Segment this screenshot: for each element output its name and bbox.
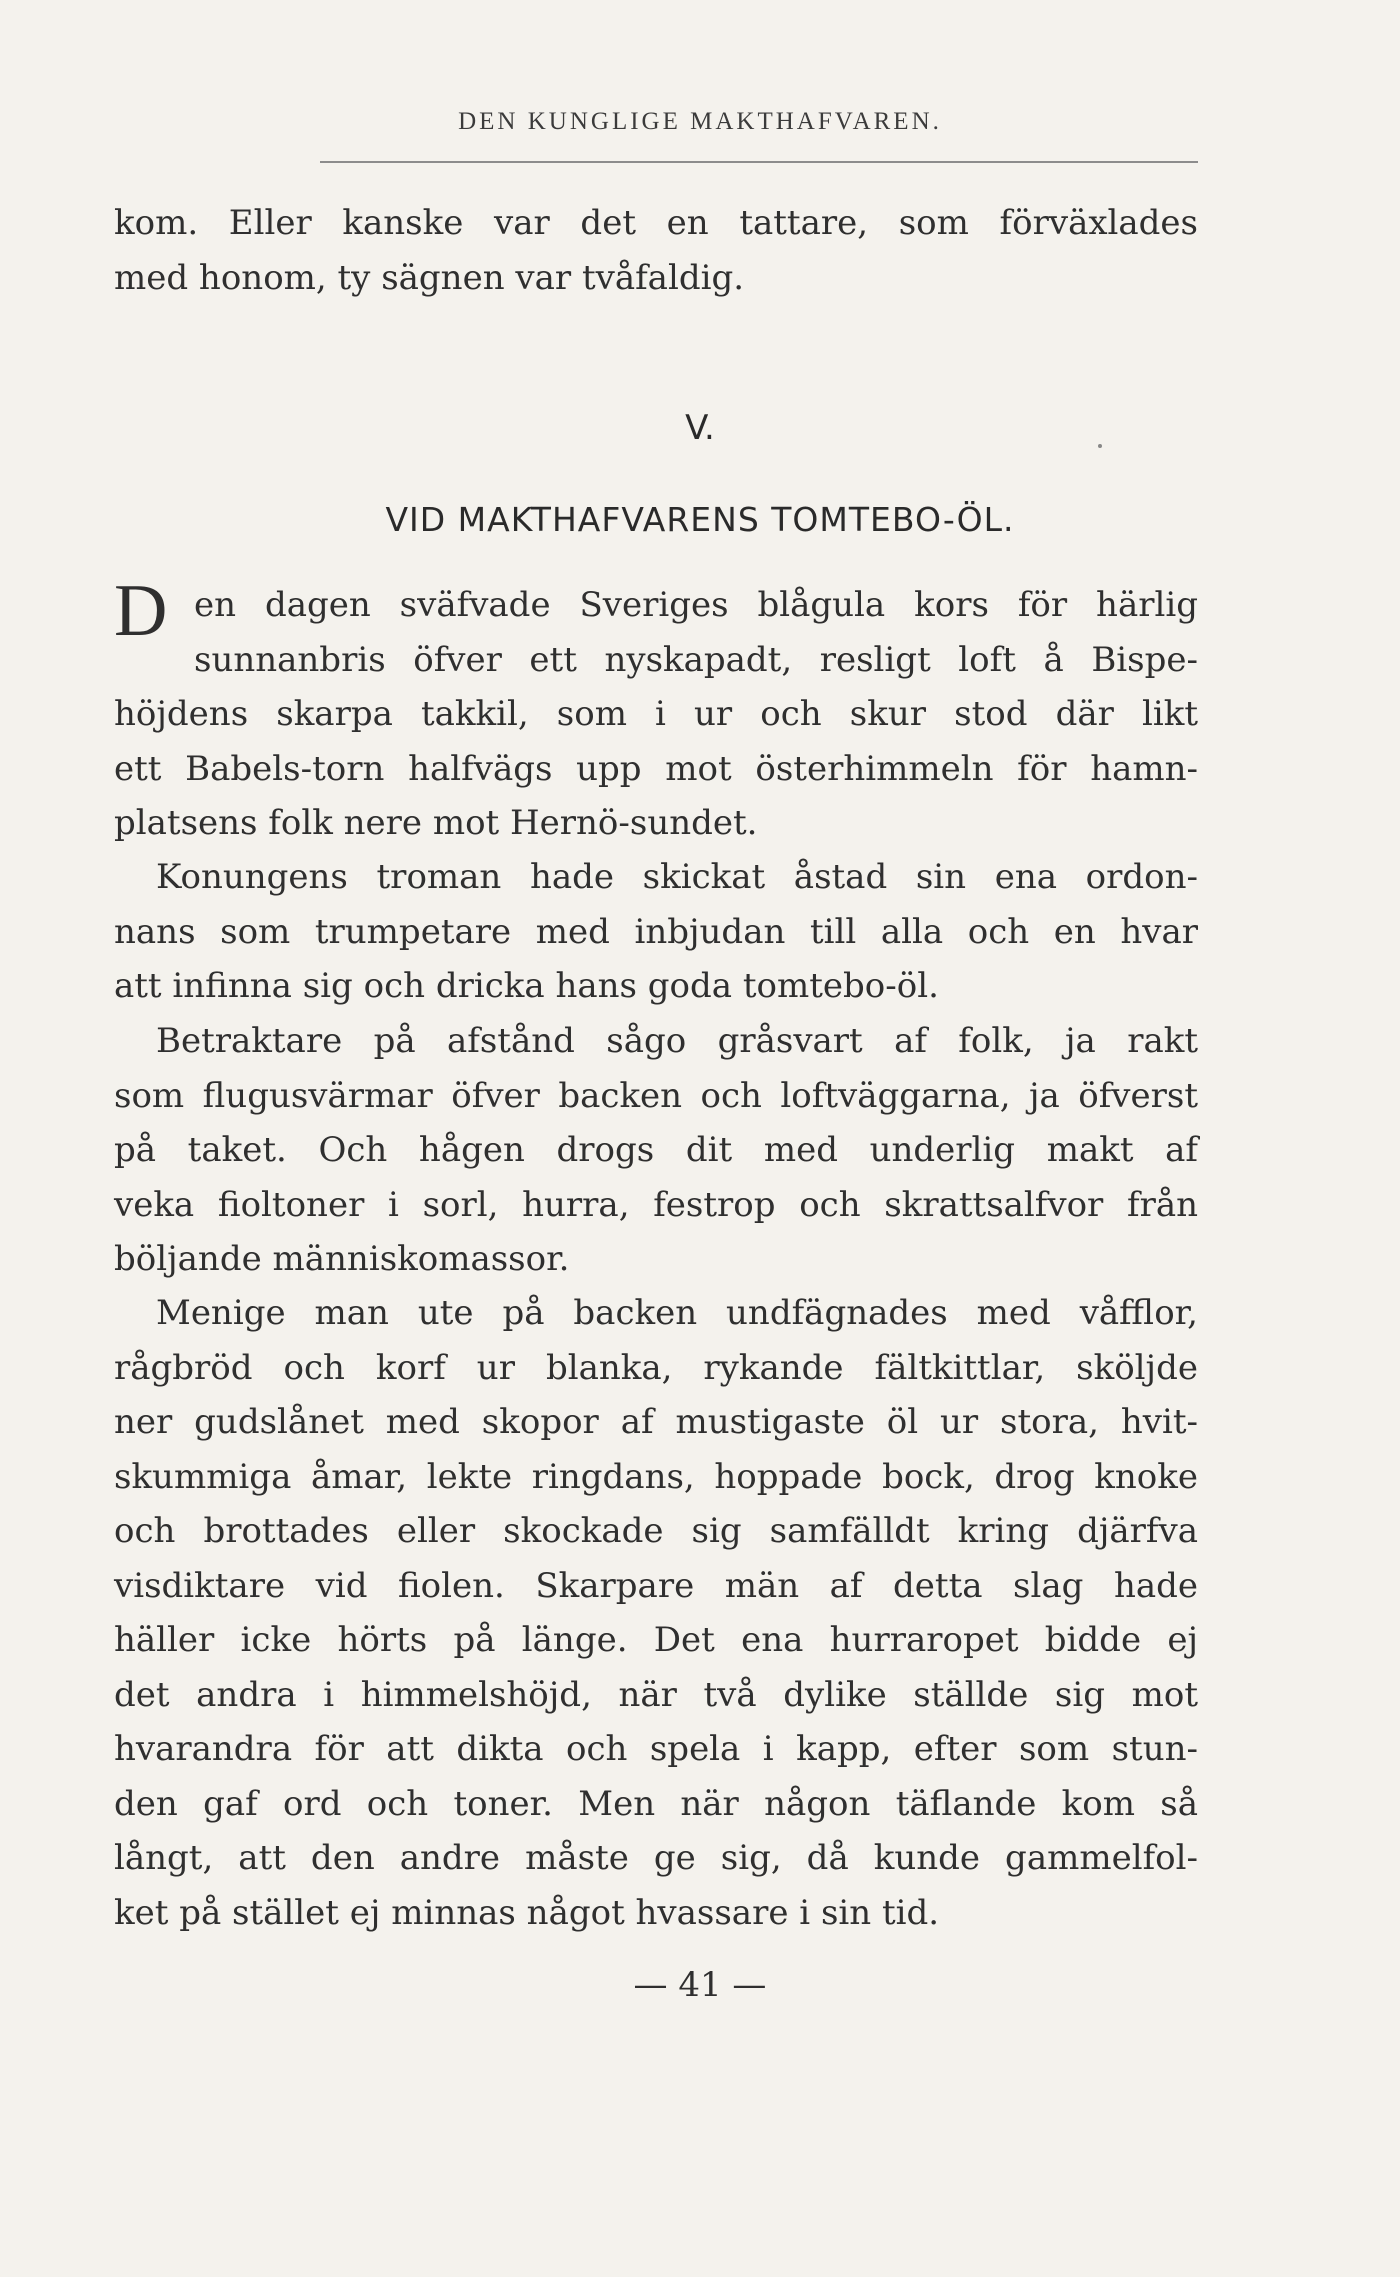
text-line: nans som trumpetare med inbjudan till alla och en hvar: [114, 911, 1198, 952]
text-line: Menige man ute på backen undfägnades med våfflor,: [156, 1293, 1198, 1333]
paragraph-2: [114, 1014, 1198, 1287]
text-line: skummiga åmar, lekte ringdans, hoppade bock, drog knoke: [114, 1456, 1198, 1497]
text-line: ett Babels-torn halfvägs upp mot österhimmeln för hamn-: [114, 748, 1198, 789]
text-line: med honom, ty sägnen var tvåfaldig.: [114, 257, 745, 298]
header-rule: [320, 161, 1198, 163]
text-line: den gaf ord och toner. Men när någon täflande kom så: [114, 1783, 1198, 1824]
page-number: — 41 —: [633, 1965, 767, 2005]
text-line: platsens folk nere mot Hernö-sundet.: [114, 803, 758, 843]
text-line: ket på stället ej minnas något hvassare i sin tid.: [114, 1892, 940, 1933]
running-title: DEN KUNGLIGE MAKTHAFVAREN.: [458, 108, 942, 135]
drop-cap: D: [114, 570, 168, 652]
text-line: visdiktare vid fiolen. Skarpare män af detta slag hade: [114, 1565, 1198, 1606]
text-line: rågbröd och korf ur blanka, rykande fältkittlar, sköljde: [114, 1347, 1198, 1388]
text-line: häller icke hörts på länge. Det ena hurraropet bidde ej: [114, 1620, 1198, 1660]
text-line: som flugusvärmar öfver backen och loftväggarna, ja öfverst: [114, 1075, 1198, 1116]
text-line: sunnanbris öfver ett nyskapadt, resligt loft å Bispe-: [194, 639, 1198, 680]
text-line: kom. Eller kanske var det en tattare, som förväxlades: [114, 203, 1198, 243]
text-line: att infinna sig och dricka hans goda tomtebo-öl.: [114, 966, 939, 1006]
text-line: och brottades eller skockade sig samfälldt kring djärfva: [114, 1511, 1198, 1551]
text-line: på taket. Och hågen drogs dit med underlig makt af: [114, 1130, 1198, 1170]
text-line: Betraktare på afstånd sågo gråsvart af folk, ja rakt: [156, 1021, 1198, 1061]
section-number: V.: [685, 408, 715, 448]
top-paragraph: [114, 196, 1198, 305]
paragraph-1: [114, 850, 1198, 1014]
text-line: långt, att den andre måste ge sig, då kunde gammelfol-: [114, 1838, 1198, 1878]
text-line: en dagen sväfvade Sveriges blågula kors för härlig: [194, 585, 1198, 625]
text-line: hvarandra för att dikta och spela i kapp, efter som stun-: [114, 1729, 1198, 1769]
section-title: VID MAKTHAFVARENS TOMTEBO-ÖL.: [385, 500, 1015, 539]
speck-mark: [1098, 444, 1102, 448]
text-line: veka fioltoner i sorl, hurra, festrop och skrattsalfvor från: [114, 1184, 1198, 1225]
text-line: ner gudslånet med skopor af mustigaste öl ur stora, hvit-: [114, 1402, 1198, 1442]
text-line: Konungens troman hade skickat åstad sin ena ordon-: [156, 857, 1198, 897]
text-line: det andra i himmelshöjd, när två dylike ställde sig mot: [114, 1674, 1198, 1715]
text-line: böljande människomassor.: [114, 1239, 570, 1279]
text-line: höjdens skarpa takkil, som i ur och skur stod där likt: [114, 694, 1198, 734]
first-paragraph: [114, 578, 1198, 851]
paragraph-3: [114, 1286, 1198, 1940]
